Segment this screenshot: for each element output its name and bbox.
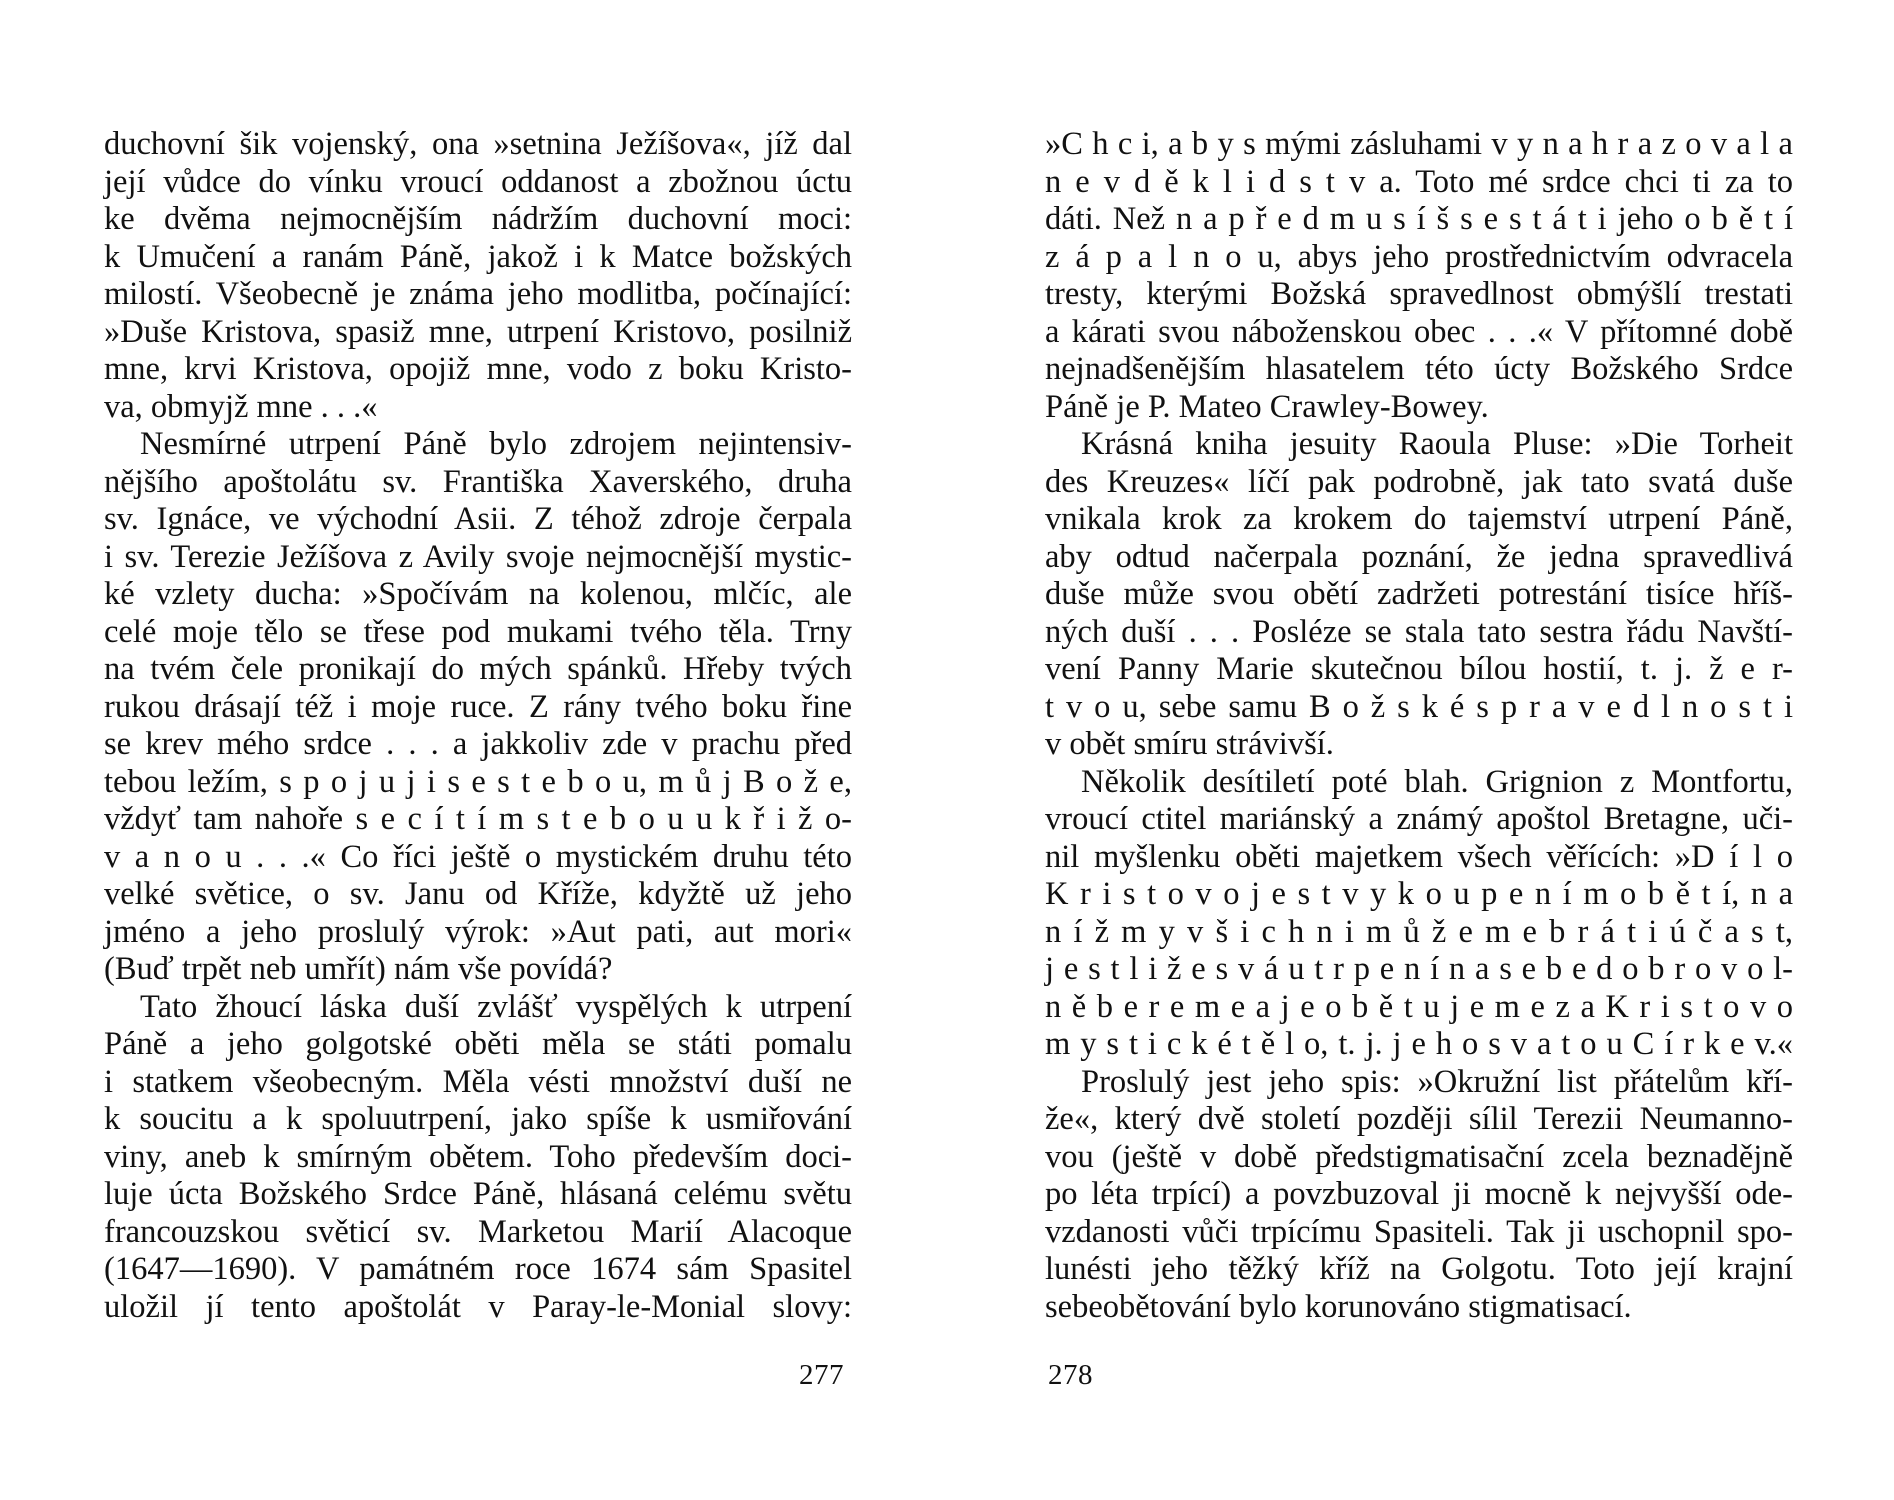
text-line: tresty, kterými Božská spravedlnost obmýšlí trestati — [1045, 276, 1793, 312]
text-line: že«, který dvě století později sílil Terezii Neumanno- — [1045, 1101, 1793, 1137]
text-line: velké světice, o sv. Janu od Kříže, kdyžtě už jeho — [104, 876, 852, 912]
text-line: (1647—1690). V památném roce 1674 sám Spasitel — [104, 1251, 852, 1287]
text-line: celé moje tělo se třese pod mukami tvého těla. Trny — [104, 613, 852, 650]
text-line: j e s t l i ž e s v á u t r p e n í n a s e b e d o b r o v o l- — [1045, 951, 1793, 987]
text-line: mne, krvi Kristova, opojiž mne, vodo z boku Kristo- — [104, 351, 852, 387]
text-line: na tvém čele pronikají do mých spánků. Hřeby tvých — [104, 651, 852, 687]
text-line: »C h c i, a b y s mými zásluhami v y n a h r a z o v a l a — [1045, 126, 1793, 162]
text-line: duchovní šik vojenský, ona »setnina Ježíšova«, jíž dal — [104, 126, 852, 162]
text-line: a kárati svou náboženskou obec . . .« V přítomné době — [1045, 313, 1793, 350]
text-line: Páně je P. Mateo Crawley-Bowey. — [1045, 388, 1489, 425]
text-line: vzdanosti vůči trpícímu Spasiteli. Tak ji uschopnil spo- — [1045, 1213, 1793, 1250]
right-page-text — [1045, 126, 1793, 1326]
text-line: milostí. Všeobecně je známa jeho modlitba, počínající: — [104, 276, 852, 312]
text-line: aby odtud načerpala poznání, že jedna spravedlivá — [1045, 538, 1793, 575]
text-line: n e v d ě k l i d s t v a. Toto mé srdce chci ti za to — [1045, 163, 1793, 200]
text-line: va, obmyjž mne . . .« — [104, 388, 378, 425]
text-line: nejnadšenějším hlasatelem této úcty Božského Srdce — [1045, 351, 1793, 387]
text-line: francouzskou světicí sv. Marketou Marií Alacoque — [104, 1213, 852, 1250]
text-line: dáti. Než n a p ř e d m u s í š s e s t á t i jeho o b ě t í — [1045, 201, 1793, 237]
text-line: rukou drásají též i moje ruce. Z rány tvého boku řine — [104, 688, 852, 725]
text-line: vroucí ctitel mariánský a známý apoštol Bretagne, uči- — [1045, 801, 1793, 837]
text-line: ných duší . . . Posléze se stala tato sestra řádu Navští- — [1045, 613, 1793, 650]
text-line: vou (ještě v době předstigmatisační zcela beznadějně — [1045, 1138, 1793, 1175]
text-line: vnikala krok za krokem do tajemství utrpení Páně, — [1045, 501, 1793, 537]
text-line: duše může svou obětí zadržeti potrestání tisíce hříš- — [1045, 576, 1793, 612]
text-line: tebou ležím, s p o j u j i s e s t e b o u, m ů j B o ž e, — [104, 763, 852, 800]
text-line: ké vzlety ducha: »Spočívám na kolenou, mlčíc, ale — [104, 576, 852, 612]
text-line: Tato žhoucí láska duší zvlášť vyspělých k utrpení — [140, 988, 852, 1025]
text-line: z á p a l n o u, abys jeho prostřednictvím odvracela — [1045, 238, 1793, 275]
text-line: luje úcta Božského Srdce Páně, hlásaná celému světu — [104, 1176, 852, 1212]
text-line: v obět smíru strávivší. — [1045, 726, 1334, 762]
text-line: po léta trpící) a povzbuzoval ji mocně k nejvyšší ode- — [1045, 1176, 1793, 1212]
text-line: n ě b e r e m e a j e o b ě t u j e m e z a K r i s t o v o — [1045, 988, 1793, 1025]
text-line: K r i s t o v o j e s t v y k o u p e n í m o b ě t í, n a — [1045, 876, 1793, 912]
text-line: i sv. Terezie Ježíšova z Avily svoje nejmocnější mystic- — [104, 538, 852, 575]
text-line: se krev mého srdce . . . a jakkoliv zde v prachu před — [104, 726, 852, 762]
text-line: i statkem všeobecným. Měla vésti množství duší ne — [104, 1063, 852, 1100]
text-line: Páně a jeho golgotské oběti měla se státi pomalu — [104, 1026, 852, 1062]
text-line: des Kreuzes« líčí pak podrobně, jak tato svatá duše — [1045, 463, 1793, 500]
text-line: jméno a jeho proslulý výrok: »Aut pati, aut mori« — [104, 913, 852, 950]
page-number: 278 — [1048, 1359, 1093, 1391]
text-line: její vůdce do vínku vroucí oddanost a zbožnou úctu — [104, 163, 852, 200]
page-number: 277 — [799, 1359, 844, 1391]
text-line: Krásná kniha jesuity Raoula Pluse: »Die Torheit — [1081, 426, 1793, 462]
text-line: vždyť tam nahoře s e c í t í m s t e b o u u k ř i ž o- — [104, 801, 852, 837]
text-line: n í ž m y v š i c h n i m ů ž e m e b r á t i ú č a s t, — [1045, 913, 1793, 950]
text-line: sebeobětování bylo korunováno stigmatisací. — [1045, 1288, 1632, 1325]
text-line: viny, aneb k smírným obětem. Toho především doci- — [104, 1138, 852, 1175]
left-page-text — [104, 126, 852, 1326]
text-line: k soucitu a k spoluutrpení, jako spíše k usmiřování — [104, 1101, 852, 1137]
text-line: m y s t i c k é t ě l o, t. j. j e h o s v a t o u C í r k e v.« — [1045, 1026, 1793, 1062]
text-line: v a n o u . . .« Co říci ještě o mystickém druhu této — [104, 838, 852, 875]
text-line: (Buď trpět neb umřít) nám vše povídá? — [104, 951, 613, 987]
text-line: »Duše Kristova, spasiž mne, utrpení Kristovo, posilniž — [104, 313, 852, 350]
text-line: ke dvěma nejmocnějším nádržím duchovní moci: — [104, 201, 852, 237]
text-line: Proslulý jest jeho spis: »Okružní list přátelům kří- — [1081, 1063, 1793, 1100]
text-line: vení Panny Marie skutečnou bílou hostií, t. j. ž e r- — [1045, 651, 1793, 687]
text-line: nějšího apoštolátu sv. Františka Xaverského, druha — [104, 463, 852, 500]
text-line: t v o u, sebe samu B o ž s k é s p r a v e d l n o s t i — [1045, 688, 1793, 725]
text-line: sv. Ignáce, ve východní Asii. Z téhož zdroje čerpala — [104, 501, 852, 537]
text-line: nil myšlenku oběti majetkem všech věřících: »D í l o — [1045, 838, 1793, 875]
right-page — [947, 0, 1894, 1500]
text-line: Několik desítiletí poté blah. Grignion z Montfortu, — [1081, 763, 1793, 800]
text-line: lunésti jeho těžký kříž na Golgotu. Toto její krajní — [1045, 1251, 1793, 1287]
text-line: uložil jí tento apoštolát v Paray-le-Monial slovy: — [104, 1288, 852, 1325]
text-line: k Umučení a ranám Páně, jakož i k Matce božských — [104, 238, 852, 275]
text-line: Nesmírné utrpení Páně bylo zdrojem nejintensiv- — [140, 426, 852, 462]
